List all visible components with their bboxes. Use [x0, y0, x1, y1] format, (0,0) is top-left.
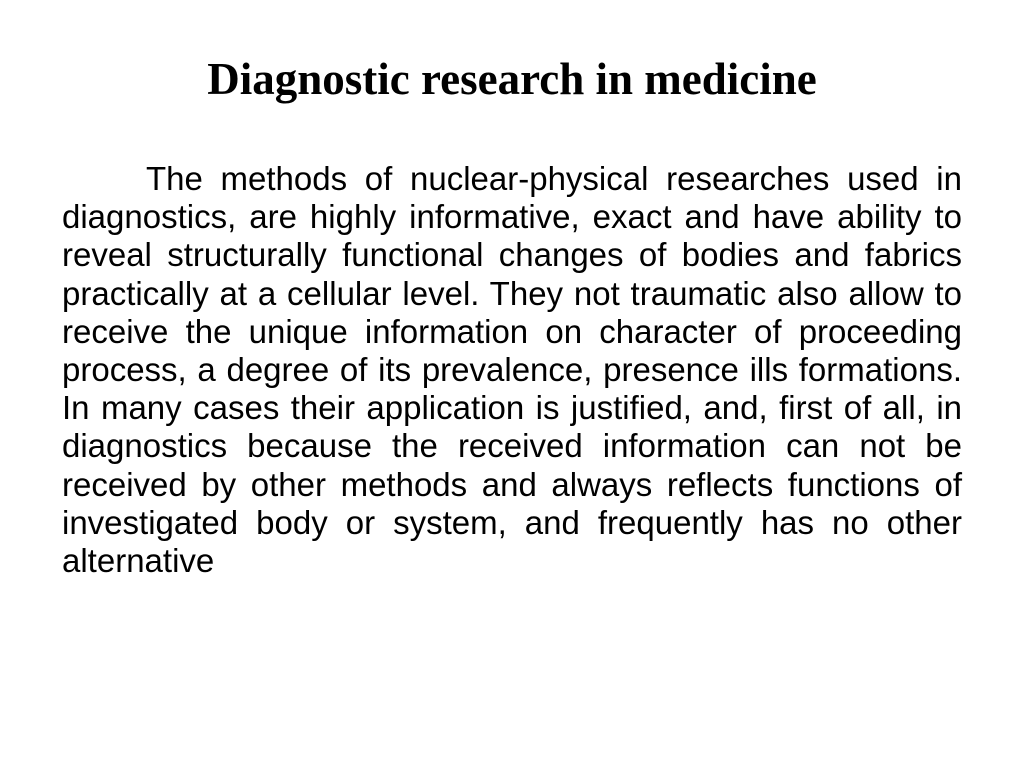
slide-body-text: The methods of nuclear-physical researches used in diagnostics, are highly informative, exact and have ability to reveal structurally functional changes of bodies and fabrics practically at a cellular level. They not traumatic also allow to receive the unique information on character of proceeding process, a degree of its prevalence, presence ills formations. In many cases their application is justified, and, first of all, in diagnostics because the received information can not be received by other methods and always reflects functions of investigated body or system, and frequently has no other alternative [62, 160, 962, 580]
slide-title: Diagnostic research in medicine [207, 54, 817, 104]
